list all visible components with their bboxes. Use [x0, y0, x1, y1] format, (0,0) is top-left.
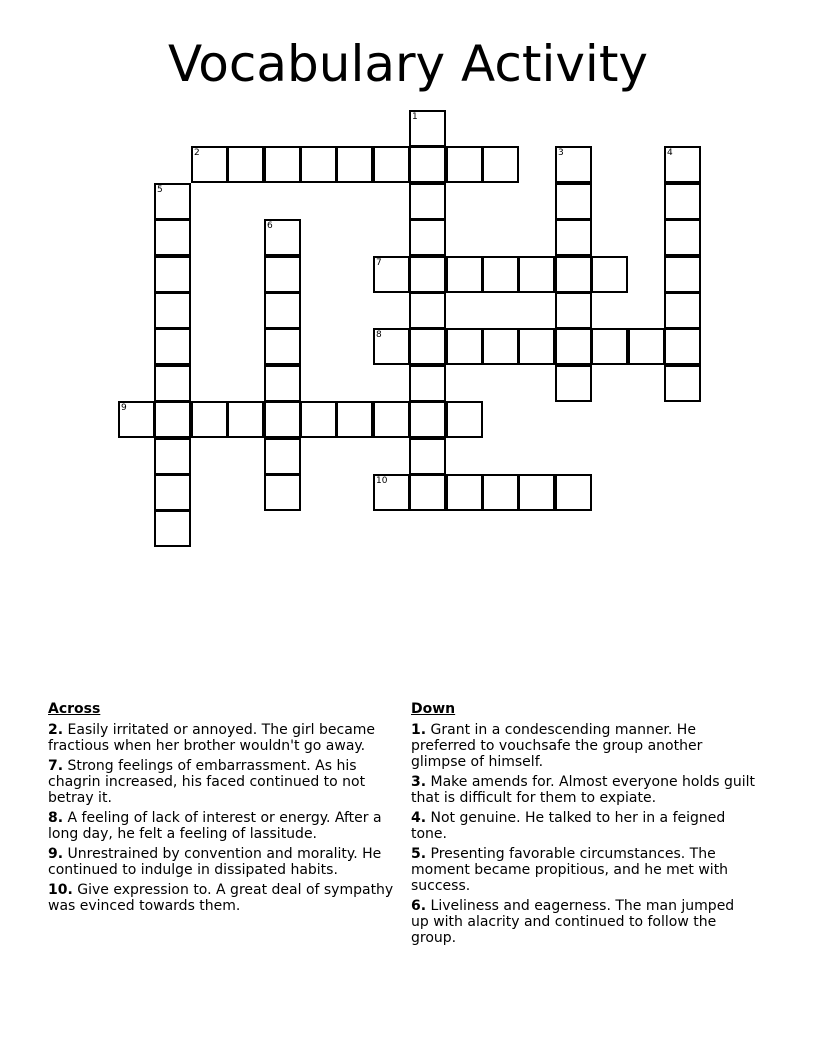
- crossword-cell[interactable]: [555, 219, 592, 256]
- clue-text: Strong feelings of embarrassment. As his chagrin increased, his faced continued to not betray it.: [48, 758, 366, 806]
- crossword-cell[interactable]: [154, 256, 191, 293]
- crossword-cell[interactable]: [482, 146, 519, 183]
- cell-number: 10: [376, 476, 388, 486]
- crossword-cell[interactable]: [409, 365, 446, 402]
- cell-number: 6: [267, 221, 273, 231]
- crossword-cell[interactable]: [664, 256, 701, 293]
- crossword-cell[interactable]: [154, 183, 191, 220]
- crossword-cell[interactable]: [482, 474, 519, 511]
- crossword-cell[interactable]: [409, 292, 446, 329]
- crossword-cell[interactable]: [264, 146, 301, 183]
- crossword-cell[interactable]: [373, 401, 410, 438]
- crossword-cell[interactable]: [264, 401, 301, 438]
- crossword-cell[interactable]: [300, 146, 337, 183]
- crossword-cell[interactable]: [191, 146, 228, 183]
- crossword-cell[interactable]: [555, 474, 592, 511]
- crossword-cell[interactable]: [518, 328, 555, 365]
- crossword-cell[interactable]: [518, 474, 555, 511]
- crossword-cell[interactable]: [227, 401, 264, 438]
- cell-number: 1: [412, 112, 418, 122]
- crossword-cell[interactable]: [264, 256, 301, 293]
- cell-number: 4: [667, 148, 673, 158]
- crossword-cell[interactable]: [154, 438, 191, 475]
- clue-number: 2.: [48, 722, 64, 738]
- across-clues: [48, 701, 408, 918]
- across-clue: [48, 758, 408, 806]
- clue-text: A feeling of lack of interest or energy. After a long day, he felt a feeling of lassitude.: [48, 810, 382, 842]
- clue-text: Liveliness and eagerness. The man jumped up with alacrity and continued to follow the group.: [411, 898, 735, 946]
- clue-number: 5.: [411, 846, 427, 862]
- crossword-cell[interactable]: [446, 256, 483, 293]
- crossword-cell[interactable]: [555, 292, 592, 329]
- clue-text: Unrestrained by convention and morality. He continued to indulge in dissipated habits.: [48, 846, 382, 878]
- crossword-cell[interactable]: [154, 328, 191, 365]
- cell-number: 9: [121, 403, 127, 413]
- crossword-cell[interactable]: [518, 256, 555, 293]
- crossword-cell[interactable]: [227, 146, 264, 183]
- crossword-cell[interactable]: [409, 219, 446, 256]
- crossword-cell[interactable]: [373, 256, 410, 293]
- crossword-cell[interactable]: [264, 292, 301, 329]
- crossword-cell[interactable]: [409, 401, 446, 438]
- crossword-cell[interactable]: [664, 328, 701, 365]
- clue-text: Grant in a condescending manner. He preferred to vouchsafe the group another glimpse of himself.: [411, 722, 703, 770]
- clue-number: 8.: [48, 810, 64, 826]
- crossword-cell[interactable]: [118, 401, 155, 438]
- across-clue-list: [48, 722, 408, 914]
- clue-text: Presenting favorable circumstances. The moment became propitious, and he met with success.: [411, 846, 729, 894]
- clue-text: Give expression to. A great deal of sympathy was evinced towards them.: [48, 882, 394, 914]
- down-heading: Down: [411, 701, 456, 717]
- crossword-cell[interactable]: [154, 401, 191, 438]
- crossword-cell[interactable]: [664, 183, 701, 220]
- crossword-cell[interactable]: [409, 328, 446, 365]
- crossword-cell[interactable]: [409, 146, 446, 183]
- page-title: Vocabulary Activity: [167, 35, 649, 93]
- clue-number: 6.: [411, 898, 427, 914]
- crossword-cell[interactable]: [555, 328, 592, 365]
- crossword-cell[interactable]: [555, 146, 592, 183]
- crossword-cell[interactable]: [446, 401, 483, 438]
- clue-number: 10.: [48, 882, 73, 898]
- crossword-cell[interactable]: [664, 292, 701, 329]
- crossword-cell[interactable]: [664, 219, 701, 256]
- cell-number: 7: [376, 258, 382, 268]
- clue-number: 7.: [48, 758, 64, 774]
- clue-text: Make amends for. Almost everyone holds guilt that is difficult for them to expiate.: [411, 774, 755, 806]
- crossword-cell[interactable]: [264, 438, 301, 475]
- across-clue: [48, 810, 408, 842]
- clue-text: Not genuine. He talked to her in a feigned tone.: [411, 810, 726, 842]
- crossword-cell[interactable]: [264, 328, 301, 365]
- crossword-cell[interactable]: [300, 401, 337, 438]
- cell-number: 8: [376, 330, 382, 340]
- across-clue: [48, 846, 408, 878]
- crossword-cell[interactable]: [664, 365, 701, 402]
- across-clue: [48, 882, 408, 914]
- down-clue: [411, 722, 756, 770]
- crossword-cell[interactable]: [336, 146, 373, 183]
- crossword-cell[interactable]: [555, 183, 592, 220]
- crossword-cell[interactable]: [154, 292, 191, 329]
- crossword-cell[interactable]: [591, 256, 628, 293]
- clue-number: 9.: [48, 846, 64, 862]
- clue-number: 4.: [411, 810, 427, 826]
- crossword-cell[interactable]: [555, 256, 592, 293]
- crossword-cell[interactable]: [446, 146, 483, 183]
- crossword-cell[interactable]: [409, 474, 446, 511]
- crossword-cell[interactable]: [154, 365, 191, 402]
- crossword-cell[interactable]: [154, 474, 191, 511]
- crossword-cell[interactable]: [628, 328, 665, 365]
- crossword-cell[interactable]: [373, 328, 410, 365]
- crossword-cell[interactable]: [264, 365, 301, 402]
- crossword-cell[interactable]: [373, 146, 410, 183]
- across-heading: Across: [48, 701, 101, 717]
- crossword-cell[interactable]: [409, 110, 446, 147]
- crossword-cell[interactable]: [409, 438, 446, 475]
- down-clues: [411, 701, 756, 950]
- across-clue: [48, 722, 408, 754]
- cell-number: 3: [558, 148, 564, 158]
- crossword-cell[interactable]: [154, 510, 191, 547]
- crossword-cell[interactable]: [264, 474, 301, 511]
- down-clue-list: [411, 722, 756, 946]
- down-clue: [411, 810, 756, 842]
- cell-number: 5: [157, 185, 163, 195]
- crossword-cell[interactable]: [409, 183, 446, 220]
- crossword-cell[interactable]: [409, 256, 446, 293]
- crossword-cell[interactable]: [446, 474, 483, 511]
- crossword-cell[interactable]: [482, 256, 519, 293]
- clue-text: Easily irritated or annoyed. The girl became fractious when her brother wouldn't go away.: [48, 722, 376, 754]
- down-clue: [411, 898, 756, 946]
- crossword-cell[interactable]: [154, 219, 191, 256]
- crossword-cell[interactable]: [555, 365, 592, 402]
- cell-number: 2: [194, 148, 200, 158]
- clue-number: 3.: [411, 774, 427, 790]
- down-clue: [411, 774, 756, 806]
- crossword-cell[interactable]: [446, 328, 483, 365]
- clue-number: 1.: [411, 722, 427, 738]
- crossword-cell[interactable]: [664, 146, 701, 183]
- crossword-cell[interactable]: [191, 401, 228, 438]
- crossword-cell[interactable]: [482, 328, 519, 365]
- down-clue: [411, 846, 756, 894]
- crossword-cell[interactable]: [591, 328, 628, 365]
- crossword-cell[interactable]: [336, 401, 373, 438]
- crossword-cell[interactable]: [264, 219, 301, 256]
- crossword-cell[interactable]: [373, 474, 410, 511]
